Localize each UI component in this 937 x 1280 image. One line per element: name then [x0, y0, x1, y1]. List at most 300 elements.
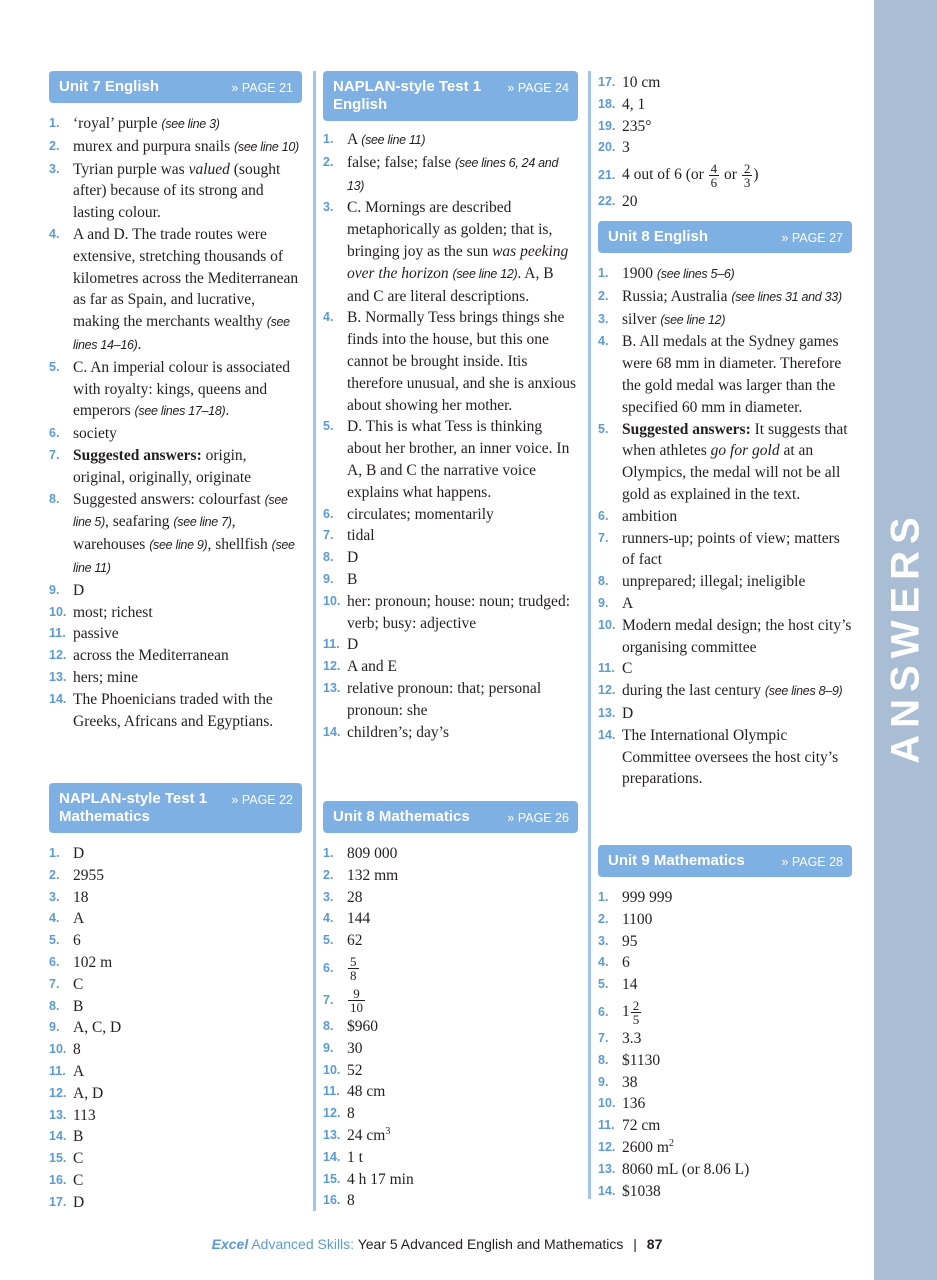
answer-text: . [137, 335, 142, 353]
answer-item [323, 1081, 578, 1103]
answer-item [49, 843, 302, 865]
answer-number: 12. [49, 1085, 67, 1100]
answer-item [323, 504, 578, 526]
fraction-denominator: 8 [350, 967, 357, 983]
answer-item [598, 703, 852, 725]
answer-text: , warehouses [73, 513, 236, 554]
line-reference: (see line 12) [452, 266, 518, 281]
answer-number: 11. [323, 1084, 340, 1099]
answer-item [323, 887, 578, 909]
fraction-denominator: 10 [350, 999, 363, 1015]
answer-text: during the last century [622, 682, 765, 700]
answer-number: 12. [598, 1139, 616, 1154]
answer-item [598, 116, 852, 138]
answer-list [598, 72, 852, 213]
answer-text: 18 [73, 888, 89, 906]
footer-title: Year 5 Advanced English and Mathematics [357, 1236, 624, 1252]
answer-text: unprepared; illegal; ineligible [622, 573, 806, 591]
section-title: NAPLAN-style Test 1 English [333, 78, 482, 113]
answer-number: 8. [323, 1018, 334, 1033]
answer-text: 4, 1 [622, 95, 646, 113]
answer-number: 11. [49, 626, 66, 641]
answer-item [49, 887, 302, 909]
answer-number: 2. [323, 867, 334, 882]
answer-item [598, 419, 852, 506]
answer-number: 1. [598, 266, 609, 280]
section-title: Unit 9 Mathematics [608, 852, 745, 869]
page-ref: » PAGE 22 [231, 793, 293, 807]
answer-number: 14. [323, 1149, 341, 1164]
answer-number: 9. [49, 1020, 60, 1035]
section-unit8-maths [323, 801, 578, 1212]
answer-item [598, 1093, 852, 1115]
answer-item [49, 357, 302, 423]
answer-text: 1100 [622, 910, 653, 928]
answer-list [323, 129, 578, 743]
answer-item [49, 1105, 302, 1127]
answer-text: 132 mm [347, 866, 399, 884]
emphasis-text: valued [188, 160, 230, 178]
answer-number: 13. [49, 669, 67, 684]
answer-text: hers; mine [73, 668, 138, 686]
answer-item [598, 1115, 852, 1137]
answer-text: C. An imperial colour is associated with royalty: kings, queens and emperors [73, 358, 290, 420]
answer-item [598, 974, 852, 996]
answer-text: ‘royal’ purple [73, 115, 162, 132]
answer-item [598, 137, 852, 159]
answer-item [598, 159, 852, 191]
fraction-numerator: 4 [710, 161, 718, 177]
line-reference: (see line 9) [149, 538, 208, 553]
answer-text: 8 [73, 1041, 81, 1059]
answer-text: relative pronoun: that; personal pronoun: she [347, 679, 542, 719]
answer-number: 14. [49, 1129, 67, 1144]
answer-text: B [347, 570, 358, 588]
answer-text: A [622, 594, 634, 612]
answer-number: 4. [323, 310, 334, 325]
answer-item [598, 286, 852, 309]
answer-number: 5. [49, 933, 60, 948]
answer-text: 1 t [347, 1148, 363, 1166]
answer-item [598, 658, 852, 680]
answer-number: 7. [323, 992, 334, 1007]
answer-item [323, 591, 578, 635]
line-reference: (see lines 31 and 33) [731, 289, 842, 304]
line-reference: (see lines 6, 24 and 13) [347, 155, 559, 193]
answer-text: 30 [347, 1039, 363, 1057]
answer-number: 7. [598, 530, 609, 545]
answer-item [323, 1103, 578, 1125]
answer-text: D [622, 704, 634, 722]
answer-text: Russia; Australia [622, 287, 732, 305]
answer-text: ) [753, 166, 759, 184]
answer-text: (sought after) because of its strong and lasting colour. [73, 160, 281, 222]
section-naplan1-english [323, 71, 578, 743]
answer-text: A [73, 910, 85, 928]
answer-number: 1. [598, 890, 609, 904]
answer-item [598, 571, 852, 593]
answer-text: 2955 [73, 866, 104, 884]
answer-list [49, 843, 302, 1214]
answer-list [323, 843, 578, 1212]
answer-text: B. Normally Tess brings things she finds into the house, but this one cannot be brought inside. Itis therefore unusual, and she is anxious about showing her mother. [347, 309, 576, 414]
answer-item [323, 197, 578, 307]
answer-number: 10. [323, 593, 341, 608]
answer-text: D [347, 636, 359, 654]
answer-text: 999 999 [622, 889, 673, 906]
line-reference: (see line 5) [73, 492, 288, 530]
answer-number: 14. [323, 724, 341, 739]
answer-text: Suggested answers: colourfast [73, 490, 265, 508]
page-number: 87 [646, 1236, 663, 1252]
answer-item [49, 908, 302, 930]
answer-number: 3. [598, 933, 609, 948]
line-reference: (see lines 14–16) [73, 315, 290, 352]
answer-number: 13. [598, 705, 616, 720]
answer-text: 102 m [73, 953, 113, 971]
answer-item [49, 930, 302, 952]
answer-number: 2. [49, 138, 60, 153]
answer-text: her: pronoun; house: noun; trudged: verb; busy: adjective [347, 592, 570, 632]
answer-item [598, 887, 852, 909]
answer-text: The Phoenicians traded with the Greeks, Africans and Egyptians. [73, 690, 274, 730]
answer-number: 4. [49, 911, 60, 926]
bold-label: Suggested answers: [73, 446, 202, 464]
answer-number: 13. [323, 680, 341, 695]
section-naplan1-maths [49, 783, 302, 1214]
section-header [598, 845, 852, 877]
answer-item [323, 152, 578, 198]
answer-text: A [73, 1062, 85, 1080]
answer-text: 113 [73, 1106, 96, 1124]
answer-text: circulates; momentarily [347, 505, 494, 523]
answer-number: 15. [323, 1171, 341, 1186]
answer-number: 9. [323, 1040, 334, 1055]
answer-item [323, 908, 578, 930]
answer-text: at an Olympics, the medal will not be all gold as explained in the text. [622, 442, 841, 503]
answer-number: 8. [323, 550, 334, 565]
answer-item [598, 1137, 852, 1159]
answer-text: A, C, D [73, 1019, 122, 1037]
answer-text: 62 [347, 932, 363, 950]
answer-text: 95 [622, 932, 638, 950]
answer-item [49, 1148, 302, 1170]
answer-number: 8. [598, 574, 609, 589]
answer-number: 5. [598, 421, 609, 436]
answer-text: 1 [622, 1002, 630, 1020]
answer-item [598, 72, 852, 94]
answer-item [49, 1126, 302, 1148]
page-ref: » PAGE 26 [507, 811, 569, 825]
answer-number: 2. [598, 288, 609, 303]
column-divider [313, 71, 316, 1211]
answer-number: 6. [323, 506, 334, 521]
answer-text: 38 [622, 1073, 638, 1091]
answer-item [323, 1016, 578, 1038]
answer-text: A, D [73, 1084, 104, 1102]
answer-text: murex and purpura snails [73, 137, 234, 155]
answer-number: 3. [323, 889, 334, 904]
superscript: 2 [668, 1137, 674, 1149]
answer-item [598, 506, 852, 528]
answer-text: 8060 mL (or 8.06 L) [622, 1160, 750, 1178]
answer-text: 8 [347, 1105, 355, 1123]
answer-list [598, 887, 852, 1202]
answer-item [49, 113, 302, 136]
answer-number: 12. [49, 648, 67, 663]
answer-text: 235° [622, 117, 652, 135]
answer-text: runners-up; points of view; matters of fact [622, 529, 840, 569]
answer-number: 10. [323, 1062, 341, 1077]
answer-text: D [73, 1193, 85, 1211]
answer-number: 22. [598, 194, 616, 209]
answer-item [49, 159, 302, 224]
answer-item [323, 865, 578, 887]
answer-text: 24 cm [347, 1126, 386, 1144]
answer-item [49, 136, 302, 159]
answer-item [598, 331, 852, 418]
line-reference: (see lines 5–6) [656, 267, 735, 281]
section-header [49, 71, 302, 103]
fraction-denominator: 5 [632, 1011, 640, 1027]
answer-item [49, 1061, 302, 1083]
answer-text: 3 [622, 139, 630, 157]
answer-number: 11. [323, 637, 340, 652]
answer-item [598, 996, 852, 1028]
line-reference: (see lines 17–18) [134, 404, 226, 419]
fraction-denominator: 6 [710, 175, 718, 191]
answer-item [598, 952, 852, 974]
answer-number: 2. [49, 867, 60, 882]
answer-number: 9. [49, 582, 60, 597]
answer-number: 14. [49, 691, 67, 706]
answer-item [598, 1159, 852, 1181]
answer-number: 3. [323, 200, 334, 215]
answer-text: A and D. The trade routes were extensive, stretching thousands of kilometres across the Mediterranean as far as Spain, and lucrative, making the merchants wealthy [73, 225, 299, 331]
answer-item [49, 996, 302, 1018]
answer-number: 1. [49, 846, 60, 860]
answer-text: 4 out of 6 (or [622, 166, 708, 184]
answer-list [598, 263, 852, 790]
answer-text: B [73, 1128, 84, 1146]
answer-item [323, 930, 578, 952]
answer-item [49, 580, 302, 602]
answer-item [598, 191, 852, 213]
section-unit9-maths [598, 845, 852, 1202]
page-ref: » PAGE 27 [781, 231, 843, 245]
section-header [323, 71, 578, 121]
answer-number: 11. [598, 1118, 615, 1133]
page-footer [0, 1236, 874, 1252]
answer-text: A [347, 131, 362, 148]
answer-number: 2. [598, 911, 609, 926]
answer-text: 6 [622, 954, 630, 972]
answer-text: C [73, 975, 84, 993]
answer-number: 6. [598, 508, 609, 523]
answer-number: 6. [598, 1004, 609, 1019]
answer-number: 5. [323, 933, 334, 948]
fraction [348, 955, 359, 982]
answer-item [323, 1038, 578, 1060]
answer-text: B [73, 997, 84, 1015]
answer-text: 52 [347, 1061, 363, 1079]
answer-item [323, 722, 578, 744]
answer-text: 144 [347, 910, 371, 928]
answer-text: 3.3 [622, 1029, 642, 1047]
answer-text: 10 cm [622, 74, 661, 91]
answer-text: , shellfish [207, 536, 272, 554]
section-unit8-english [598, 221, 852, 790]
footer-brand: Excel [211, 1236, 249, 1252]
section-header [49, 783, 302, 833]
answer-text: It suggests that when athletes [622, 420, 848, 460]
answer-number: 7. [49, 447, 60, 462]
answer-text: 809 000 [347, 845, 398, 862]
line-reference: (see lines 8–9) [764, 684, 843, 699]
answer-item [598, 94, 852, 116]
answer-item [598, 931, 852, 953]
answer-item [323, 656, 578, 678]
answer-number: 15. [49, 1151, 67, 1166]
fraction-denominator: 3 [743, 175, 751, 191]
answer-text: B. All medals at the Sydney games were 68 mm in diameter. Therefore the gold medal was larger than the specified 60 mm in diameter. [622, 333, 842, 416]
answer-item [323, 1060, 578, 1082]
section-header [598, 221, 852, 253]
answer-text: 72 cm [622, 1117, 661, 1135]
answer-number: 7. [323, 528, 334, 543]
footer-series: Advanced Skills: [251, 1236, 355, 1252]
line-reference: (see line 10) [234, 139, 299, 154]
answer-text: origin, original, originally, originate [73, 446, 252, 486]
line-reference: (see line 12) [660, 312, 726, 327]
section-title: Unit 8 English [608, 228, 709, 245]
page-ref: » PAGE 24 [507, 81, 569, 95]
answer-item [49, 974, 302, 996]
answer-item [49, 623, 302, 645]
answer-number: 10. [49, 604, 67, 619]
answer-text: society [73, 425, 117, 443]
answer-list [49, 113, 302, 732]
answer-item [49, 489, 302, 580]
answer-item [49, 445, 302, 489]
answer-number: 18. [598, 96, 616, 111]
answer-text: 2600 m [622, 1138, 669, 1156]
answer-number: 9. [598, 595, 609, 610]
answer-number: 5. [323, 419, 334, 434]
answer-item [598, 1072, 852, 1094]
answer-item [49, 1192, 302, 1214]
answer-number: 13. [598, 1161, 616, 1176]
bold-label: Suggested answers: [622, 420, 751, 438]
answer-item [323, 1169, 578, 1191]
answer-item [323, 843, 578, 865]
answer-item [49, 1039, 302, 1061]
answer-item [323, 1125, 578, 1147]
fraction [631, 999, 642, 1026]
answer-text: 4 h 17 min [347, 1170, 414, 1188]
line-reference: (see line 3) [161, 117, 220, 131]
answer-number: 12. [598, 683, 616, 698]
section-unit7-english [49, 71, 302, 732]
answer-text: C. Mornings are described metaphorically as golden; that is, bringing joy as the sun [347, 199, 553, 260]
line-reference: (see line 11) [73, 538, 295, 575]
page-ref: » PAGE 28 [781, 855, 843, 869]
answer-number: 3. [49, 889, 60, 904]
answer-item [323, 634, 578, 656]
fraction-numerator: 9 [348, 987, 365, 1001]
answer-number: 21. [598, 168, 616, 183]
answer-number: 2. [323, 154, 334, 169]
answer-number: 4. [598, 955, 609, 970]
answer-item [598, 1028, 852, 1050]
line-reference: (see line 11) [361, 133, 426, 147]
answer-item [49, 865, 302, 887]
emphasis-text: go for gold [710, 442, 780, 460]
line-reference: (see line 7) [173, 515, 232, 530]
answer-text: Tyrian purple was [73, 160, 189, 178]
answer-number: 10. [49, 1042, 67, 1057]
answer-number: 13. [49, 1107, 67, 1122]
answer-item [323, 952, 578, 984]
answer-text: 20 [622, 193, 638, 211]
answer-item [323, 678, 578, 722]
answer-number: 20. [598, 140, 616, 155]
answer-number: 8. [49, 998, 60, 1013]
fraction-numerator: 5 [350, 953, 357, 969]
answer-text: 28 [347, 888, 363, 906]
answer-text: across the Mediterranean [73, 647, 229, 665]
answer-number: 8. [598, 1052, 609, 1067]
superscript: 3 [385, 1125, 391, 1137]
answer-item [323, 307, 578, 416]
sidebar-label: ANSWERS [883, 510, 927, 764]
answer-number: 7. [49, 976, 60, 991]
answer-text: ambition [622, 507, 678, 525]
answer-number: 9. [323, 571, 334, 586]
answer-number: 6. [323, 960, 334, 975]
answer-item [49, 1017, 302, 1039]
answer-text: $960 [347, 1017, 378, 1035]
answer-item [323, 129, 578, 152]
answer-item [49, 645, 302, 667]
answer-item [598, 528, 852, 572]
section-title: Unit 8 Mathematics [333, 808, 470, 825]
answer-number: 11. [49, 1063, 66, 1078]
answer-number: 10. [598, 1096, 616, 1111]
answer-text: C [73, 1150, 84, 1168]
answer-number: 19. [598, 118, 616, 133]
answer-item [323, 1147, 578, 1169]
answer-text: 6 [73, 932, 81, 950]
answer-number: 1. [323, 846, 334, 860]
answer-item [49, 224, 302, 357]
answer-text: $1130 [622, 1051, 661, 1069]
footer-separator: | [633, 1236, 637, 1252]
answer-text: passive [73, 625, 119, 643]
answer-number: 16. [49, 1172, 67, 1187]
answer-text: $1038 [622, 1182, 661, 1200]
answer-text: tidal [347, 527, 375, 545]
answer-number: 3. [598, 311, 609, 326]
answer-text: most; richest [73, 603, 153, 621]
column-divider [588, 71, 591, 1199]
answer-number: 1. [323, 132, 334, 146]
answer-number: 4. [598, 334, 609, 349]
section-header [323, 801, 578, 833]
answer-text: D [73, 845, 85, 862]
answer-number: 14. [598, 1183, 616, 1198]
answer-text: A and E [347, 658, 397, 676]
